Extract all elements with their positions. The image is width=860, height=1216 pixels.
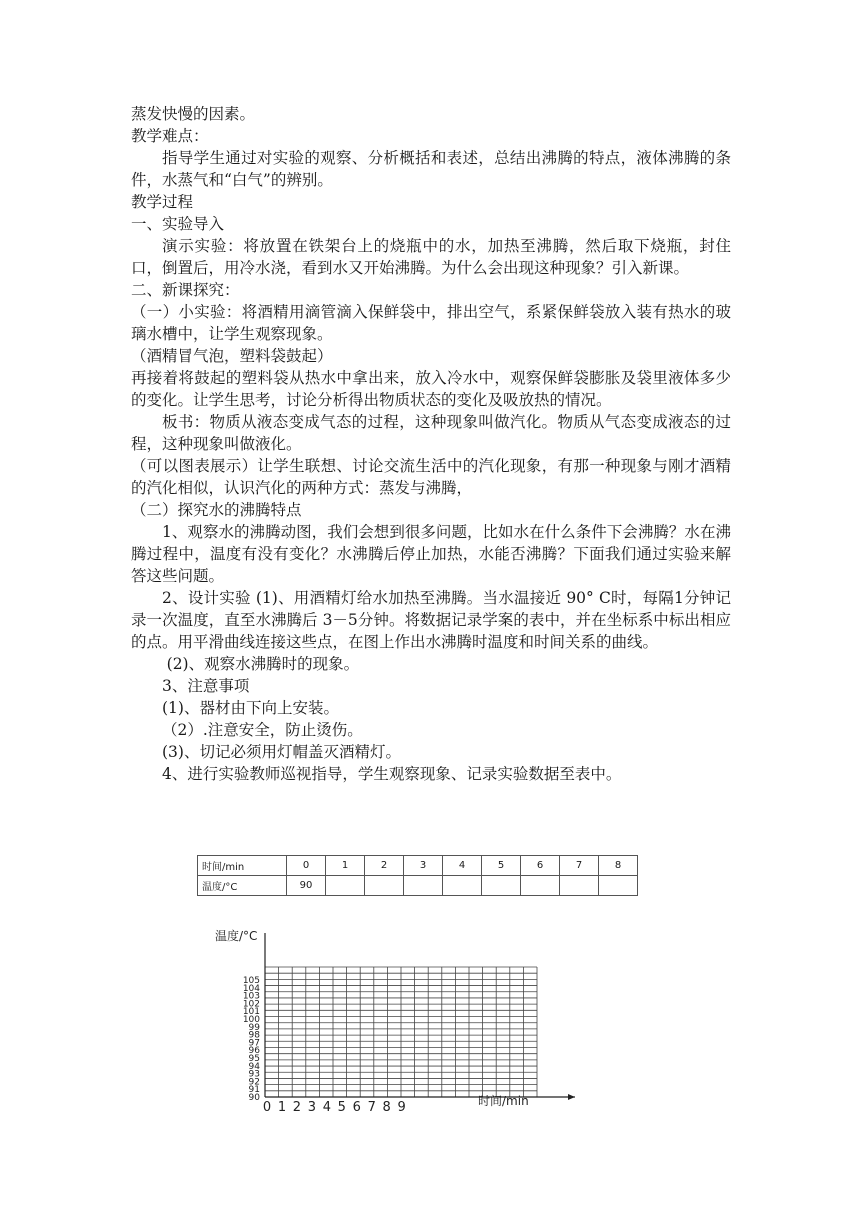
paragraph-10: 板书：物质从液态变成气态的过程，这种现象叫做汽化。物质从气态变成液态的过程，这种现象叫做液化。 [131, 413, 731, 453]
paragraph-1: 教学难点： [131, 127, 209, 145]
temperature-record-table [197, 855, 638, 896]
temp-cell-6 [521, 876, 560, 896]
x-tick-label: 2 [292, 1100, 302, 1115]
time-cell-5: 5 [482, 856, 521, 876]
table-row-time [198, 856, 638, 876]
x-tick-label: 5 [337, 1100, 346, 1115]
x-tick-label: 7 [367, 1100, 376, 1115]
temp-cell-2 [365, 876, 404, 896]
paragraph-9: 再接着将鼓起的塑料袋从热水中拿出来，放入冷水中，观察保鲜袋膨胀及袋里液体多少的变化。让学生思考，讨论分析得出物质状态的变化及吸放热的情况。 [131, 369, 731, 409]
paragraph-0: 蒸发快慢的因素。 [131, 105, 256, 123]
paragraph-19: (3)、切记必须用灯帽盖灭酒精灯。 [162, 743, 401, 761]
y-tick-label: 101 [242, 1007, 260, 1018]
x-tick-label: 4 [322, 1100, 331, 1115]
x-axis-label: 时间/min [478, 1094, 529, 1108]
x-tick-label: 6 [352, 1100, 361, 1115]
paragraph-13: 1、观察水的沸腾动图，我们会想到很多问题，比如水在什么条件下会沸腾？水在沸腾过程中，温度有没有变化？水沸腾后停止加热，水能否沸腾？下面我们通过实验来解答这些问题。 [131, 523, 731, 585]
y-axis-label: 温度/°C [215, 929, 258, 943]
y-tick-label: 93 [248, 1069, 260, 1080]
paragraph-4: 一、实验导入 [131, 215, 225, 233]
time-cell-1: 1 [326, 856, 365, 876]
temp-cell-1 [326, 876, 365, 896]
time-label: 时间/min [198, 856, 287, 876]
temp-label: 温度/°C [198, 876, 287, 896]
temp-cell-7 [560, 876, 599, 896]
temp-cell-5 [482, 876, 521, 896]
paragraph-6: 二、新课探究： [131, 281, 240, 299]
paragraph-14: 2、设计实验 (1)、用酒精灯给水加热至沸腾。当水温接近 90° C时，每隔1分钟记录一次温度，直至水沸腾后 3－5分钟。将数据记录学案的表中，并在坐标系中标出相应的点。用平滑曲线连接这些点，在图上作出水沸腾时温度和时间关系的曲线。 [131, 589, 731, 651]
y-tick-label: 96 [248, 1046, 260, 1057]
time-cell-6: 6 [521, 856, 560, 876]
x-tick-label: 0 [262, 1100, 272, 1115]
paragraph-18: （2）.注意安全，防止烫伤。 [162, 721, 363, 739]
time-cell-8: 8 [599, 856, 638, 876]
y-tick-label: 102 [242, 999, 260, 1010]
temp-cell-3 [404, 876, 443, 896]
temp-cell-4 [443, 876, 482, 896]
y-tick-label: 92 [248, 1077, 260, 1088]
y-tick-label: 94 [248, 1061, 260, 1072]
time-cell-2: 2 [365, 856, 404, 876]
temperature-time-grid [210, 925, 590, 1120]
paragraph-11: （可以图表展示）让学生联想、讨论交流生活中的汽化现象，有那一种现象与刚才酒精的汽化相似，认识汽化的两种方式：蒸发与沸腾， [131, 457, 731, 497]
paragraph-7: （一）小实验：将酒精用滴管滴入保鲜袋中，排出空气，系紧保鲜袋放入装有热水的玻璃水槽中，让学生观察现象。 [131, 303, 731, 343]
temp-cell-8 [599, 876, 638, 896]
x-tick-label: 8 [382, 1100, 391, 1115]
paragraph-8: （酒精冒气泡，塑料袋鼓起） [131, 347, 333, 365]
x-tick-label: 3 [307, 1100, 317, 1115]
time-cell-4: 4 [443, 856, 482, 876]
y-tick-label: 99 [248, 1022, 260, 1033]
y-tick-label: 97 [248, 1038, 260, 1049]
y-tick-label: 104 [242, 983, 260, 994]
paragraph-5: 演示实验：将放置在铁架台上的烧瓶中的水，加热至沸腾，然后取下烧瓶，封住口，倒置后，用冷水浇，看到水又开始沸腾。为什么会出现这种现象？引入新课。 [131, 237, 731, 277]
table-row-temperature [198, 876, 638, 896]
grid-svg [210, 925, 590, 1120]
y-tick-label: 103 [242, 991, 260, 1002]
paragraph-16: 3、注意事项 [162, 677, 250, 695]
x-tick-label: 1 [277, 1100, 287, 1115]
document-body [131, 103, 731, 785]
y-tick-label: 90 [248, 1093, 260, 1103]
y-tick-label: 95 [248, 1054, 260, 1064]
time-cell-0: 0 [287, 856, 326, 876]
paragraph-15: (2)、观察水沸腾时的现象。 [166, 655, 360, 673]
paragraph-17: (1)、器材由下向上安装。 [162, 699, 339, 717]
x-axis-arrow [568, 1094, 575, 1100]
time-cell-3: 3 [404, 856, 443, 876]
time-cell-7: 7 [560, 856, 599, 876]
y-tick-label: 91 [248, 1085, 260, 1096]
paragraph-3: 教学过程 [131, 193, 194, 211]
paragraph-12: （二）探究水的沸腾特点 [131, 501, 302, 519]
paragraph-2: 指导学生通过对实验的观察、分析概括和表述，总结出沸腾的特点，液体沸腾的条件，水蒸气和“白气”的辨别。 [131, 149, 731, 189]
x-tick-label: 9 [397, 1100, 406, 1115]
y-tick-label: 100 [242, 1015, 260, 1025]
y-tick-label: 105 [242, 976, 260, 986]
y-tick-label: 98 [248, 1030, 260, 1041]
temp-cell-0: 90 [287, 876, 326, 896]
paragraph-20: 4、进行实验教师巡视指导，学生观察现象、记录实验数据至表中。 [162, 765, 622, 783]
